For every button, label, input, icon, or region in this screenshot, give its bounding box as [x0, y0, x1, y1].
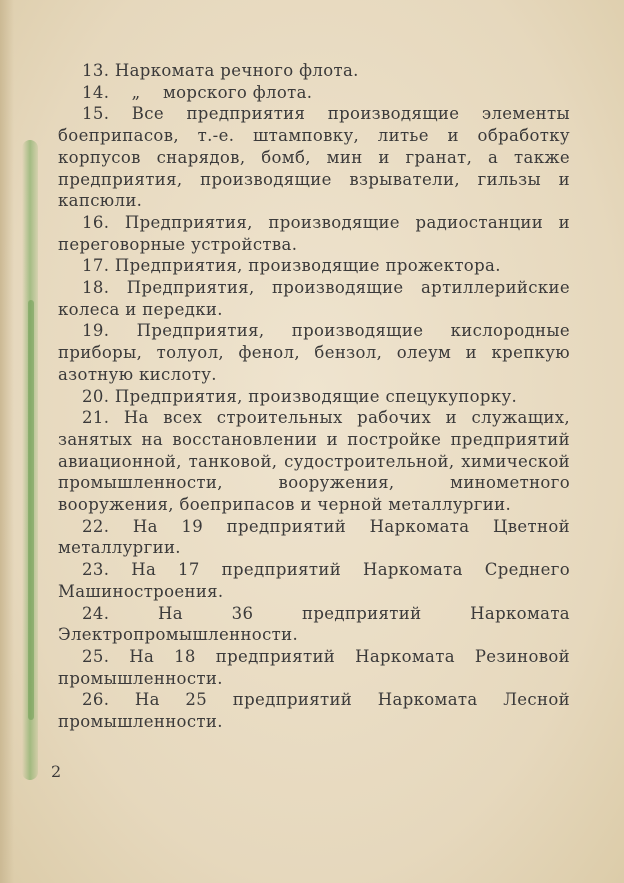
list-item-26: 26. На 25 предприятий Наркомата Лесной промышленности. [58, 690, 570, 732]
list-item-16: 16. Предприятия, производящие радиостанции и переговорные устройства. [58, 212, 570, 254]
document-text [58, 60, 570, 733]
list-item-25: 25. На 18 предприятий Наркомата Резиновой промышленности. [58, 646, 570, 688]
list-item-18: 18. Предприятия, производящие артиллерийские колеса и передки. [58, 278, 570, 319]
list-item-22: 22. На 19 предприятий Наркомата Цветной металлургии. [58, 516, 570, 558]
list-item-24: 24. На 36 предприятий Наркомата Электропромышленности. [58, 603, 570, 645]
green-stain-line [28, 300, 34, 720]
list-item-21: 21. На всех строительных рабочих и служащих, занятых на восстановлении и постройке предприятий авиационной, танковой, судостроительной, химической промышленности, вооружения, минометного вооружения, боеприпасов и черной металлургии. [58, 408, 570, 515]
list-item-23: 23. На 17 предприятий Наркомата Среднего Машиностроения. [58, 560, 570, 601]
list-item-19: 19. Предприятия, производящие кислородные приборы, толуол, фенол, бензол, олеум и крепкую азотную кислоту. [58, 321, 570, 384]
list-item-14: 14. „ морского флота. [82, 82, 313, 102]
list-item-20: 20. Предприятия, производящие спецукупорку. [82, 386, 518, 406]
page-edge-shadow [0, 0, 14, 883]
list-item-15: 15. Все предприятия производящие элементы боеприпасов, т.-е. штамповку, литье и обработку корпусов снарядов, бомб, мин и гранат, а также предприятия, производящие взрыватели, гильзы и капсюли. [58, 104, 570, 211]
list-item-13: 13. Наркомата речного флота. [82, 61, 359, 80]
page-number: 2 [51, 762, 62, 781]
list-item-17: 17. Предприятия, производящие прожектора. [82, 256, 501, 276]
